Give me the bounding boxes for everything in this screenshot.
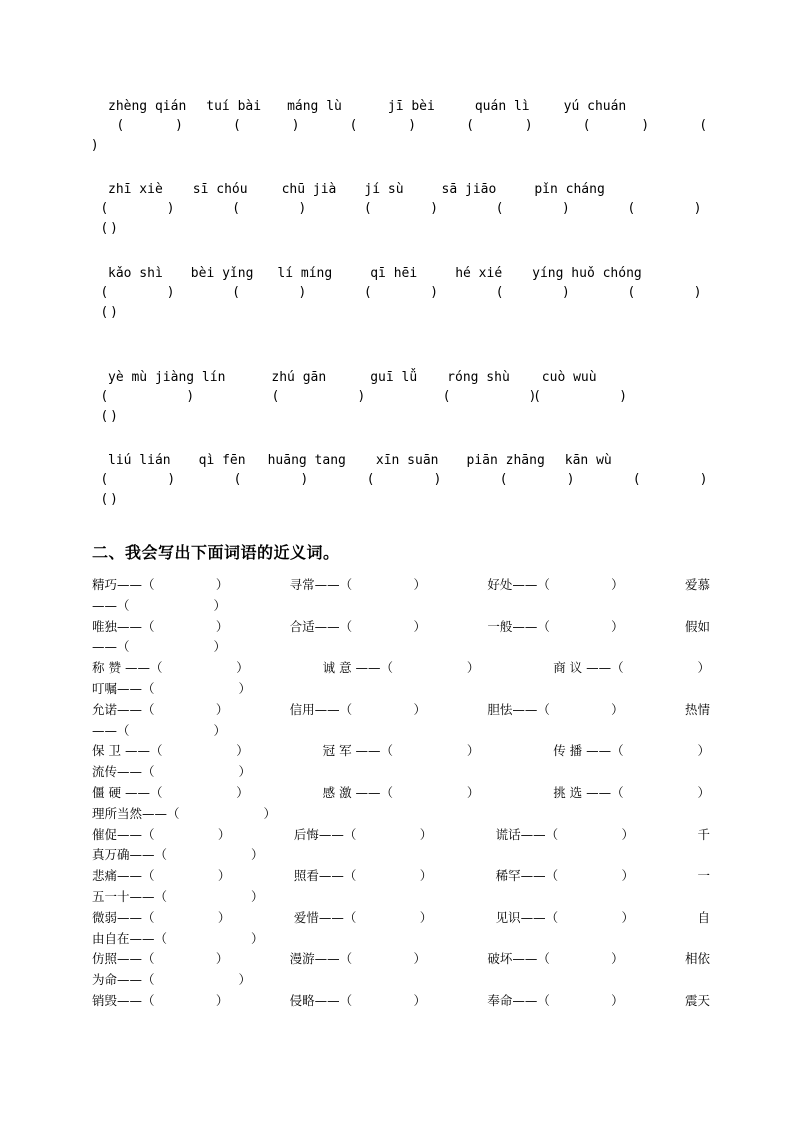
synonym-answer-blank[interactable]: ） <box>611 577 624 592</box>
synonym-answer-blank[interactable]: ） <box>611 992 624 1008</box>
synonym-prompt: ——（ <box>92 722 130 738</box>
synonym-prompt: 谎话——（ <box>495 826 559 842</box>
synonym-prompt: 漫游——（ <box>289 951 353 967</box>
synonym-answer-blank[interactable]: ） <box>215 577 229 592</box>
pinyin-group-4 <box>92 369 710 427</box>
synonym-answer-blank[interactable]: ） <box>213 639 227 655</box>
answer-parens-tail[interactable]: ( ) <box>102 221 117 236</box>
synonym-prompt: 一般——（ <box>487 618 550 634</box>
synonym-prompt: 奉命——（ <box>487 992 550 1008</box>
synonym-answer-blank[interactable]: ） <box>215 701 229 717</box>
pinyin-word: máng lù <box>287 99 342 114</box>
synonym-prompt: 仿照——（ <box>92 951 155 967</box>
synonym-line <box>92 596 710 617</box>
synonym-answer-blank[interactable]: ） <box>621 826 635 842</box>
pinyin-word: huāng tang <box>267 453 346 468</box>
synonym-answer-blank[interactable]: ） <box>236 784 249 800</box>
synonym-line <box>92 929 710 950</box>
pinyin-row <box>92 452 710 470</box>
synonym-answer-blank[interactable]: ） <box>413 618 426 634</box>
pinyin-word: róng shù <box>447 370 510 385</box>
synonym-prompt: 照看——（ <box>293 868 357 884</box>
pinyin-word: qī hēi <box>370 266 418 281</box>
synonym-prompt: 真万确——（ <box>92 847 168 863</box>
synonym-prompt: 爱惜——（ <box>293 909 357 925</box>
pinyin-row <box>92 369 710 387</box>
synonym-prompt: 侵略——（ <box>289 992 353 1008</box>
pinyin-row <box>92 181 710 199</box>
synonym-prompt: 由自在——（ <box>92 930 168 946</box>
synonym-answer-blank[interactable]: ） <box>611 701 624 717</box>
synonym-line <box>92 700 710 721</box>
synonym-prompt: 冠 军 ——（ <box>322 743 394 759</box>
synonym-line <box>92 658 710 679</box>
pinyin-word: yíng huǒ chóng <box>532 266 642 281</box>
synonym-prompt: 感 激 ——（ <box>322 784 394 800</box>
synonym-list <box>92 575 710 1012</box>
synonym-line <box>92 762 710 783</box>
synonym-line <box>92 991 710 1012</box>
pinyin-word: cuò wuù <box>541 370 597 385</box>
synonym-answer-blank[interactable]: ） <box>238 972 252 988</box>
synonym-prompt: 五一十——（ <box>92 888 168 904</box>
answer-parens-tail[interactable]: ( ) <box>102 305 117 320</box>
synonym-prompt: 流传——（ <box>92 764 155 780</box>
synonym-prompt: 僵 硬 ——（ <box>92 784 163 800</box>
pinyin-word: sī chóu <box>192 182 248 197</box>
synonym-answer-blank[interactable]: ） <box>251 888 264 904</box>
pinyin-word: jí sù <box>364 182 404 197</box>
pinyin-word: bèi yǐng <box>190 266 254 281</box>
synonym-line <box>92 617 710 638</box>
synonym-answer-blank[interactable]: ） <box>213 597 227 613</box>
pinyin-word: hé xié <box>455 266 503 281</box>
synonym-prompt: 破坏——（ <box>487 951 550 967</box>
synonym-prompt: 保 卫 ——（ <box>92 743 163 759</box>
synonym-answer-blank[interactable]: ） <box>697 743 710 759</box>
synonym-prompt: 精巧——（ <box>92 577 155 592</box>
synonym-prompt: 稀罕——（ <box>495 868 559 884</box>
synonym-line <box>92 804 710 825</box>
answer-parens-row[interactable]: ( ) ( ) ( ) ( ) ( ) ( <box>118 118 706 133</box>
pinyin-word: zhī xiè <box>108 182 163 197</box>
synonym-prompt: 一 <box>697 868 710 884</box>
pinyin-word: kǎo shì <box>108 266 163 281</box>
synonym-answer-blank[interactable]: ） <box>621 909 635 925</box>
synonym-line <box>92 637 710 658</box>
answer-parens-row[interactable]: ( ) ( ) ( ) ( ) ( ) <box>102 201 700 216</box>
synonym-line <box>92 679 710 700</box>
synonym-answer-blank[interactable]: ） <box>466 784 480 800</box>
synonym-answer-blank[interactable]: ） <box>215 992 229 1008</box>
synonym-prompt: 千 <box>697 826 710 842</box>
pinyin-word: liú lián <box>108 453 171 468</box>
pinyin-group-2 <box>92 181 710 239</box>
synonym-line <box>92 866 710 887</box>
synonym-prompt: ——（ <box>92 597 130 613</box>
synonym-prompt: 热情 <box>684 701 710 717</box>
synonym-prompt: 理所当然——（ <box>92 805 180 821</box>
answer-parens-row[interactable]: ( ) ( ) ( ) ( ) ( ) <box>102 285 700 300</box>
synonym-answer-blank[interactable]: ） <box>215 618 229 634</box>
synonym-line <box>92 741 710 762</box>
synonym-prompt: ——（ <box>92 639 130 655</box>
synonym-prompt: 后悔——（ <box>293 826 357 842</box>
synonym-line <box>92 887 710 908</box>
synonym-line <box>92 908 710 929</box>
synonym-answer-blank[interactable]: ） <box>213 722 227 738</box>
pinyin-word: zhú gān <box>271 370 327 385</box>
synonym-line <box>92 949 710 970</box>
synonym-answer-blank[interactable]: ） <box>215 951 229 967</box>
synonym-prompt: 信用——（ <box>289 701 353 717</box>
synonym-answer-blank[interactable]: ） <box>238 764 252 780</box>
synonym-prompt: 允诺——（ <box>92 701 155 717</box>
synonym-prompt: 为命——（ <box>92 972 155 988</box>
synonym-answer-blank[interactable]: ） <box>238 680 252 696</box>
synonym-prompt: 爱慕 <box>684 577 710 592</box>
synonym-prompt: 催促——（ <box>92 826 155 842</box>
synonym-answer-blank[interactable]: ） <box>263 805 277 821</box>
answer-parens-row[interactable]: ( ) ( ) ( )( ) <box>102 389 626 404</box>
pinyin-word: xīn suān <box>375 453 439 468</box>
synonym-prompt: 唯独——（ <box>92 618 155 634</box>
synonym-answer-blank[interactable]: ） <box>413 701 426 717</box>
synonym-prompt: 假如 <box>684 618 710 634</box>
synonym-line <box>92 825 710 846</box>
synonym-prompt: 寻常——（ <box>289 577 353 592</box>
synonym-answer-blank[interactable]: ） <box>419 868 433 884</box>
synonym-prompt: 微弱——（ <box>92 909 155 925</box>
synonym-answer-blank[interactable]: ） <box>413 577 426 592</box>
synonym-answer-blank[interactable]: ） <box>236 743 249 759</box>
answer-parens-tail[interactable]: ( ) <box>102 409 117 424</box>
pinyin-word: yú chuán <box>563 99 627 114</box>
synonym-answer-blank[interactable]: ） <box>236 660 249 676</box>
synonym-answer-blank[interactable]: ） <box>217 909 231 925</box>
synonym-answer-blank[interactable]: ） <box>611 618 624 634</box>
synonym-answer-blank[interactable]: ） <box>251 930 264 946</box>
synonym-answer-blank[interactable]: ） <box>611 951 624 967</box>
synonym-prompt: 好处——（ <box>487 577 550 592</box>
synonym-prompt: 自 <box>697 909 710 925</box>
pinyin-group-3 <box>92 265 710 323</box>
pinyin-word: piān zhāng <box>466 453 545 468</box>
synonym-line <box>92 783 710 804</box>
pinyin-word: sā jiāo <box>441 182 497 197</box>
synonym-prompt: 传 播 ——（ <box>553 743 624 759</box>
pinyin-word: chū jià <box>281 182 337 197</box>
synonym-line <box>92 721 710 742</box>
pinyin-word: pǐn cháng <box>534 182 605 197</box>
pinyin-word: quán lì <box>474 99 530 114</box>
pinyin-group-5 <box>92 452 710 510</box>
synonym-prompt: 商 议 ——（ <box>553 660 624 676</box>
synonym-answer-blank[interactable]: ） <box>621 868 635 884</box>
synonym-prompt: 称 赞 ——（ <box>92 660 163 676</box>
pinyin-group-1 <box>92 98 710 156</box>
pinyin-word: lí míng <box>277 266 333 281</box>
synonym-prompt: 诚 意 ——（ <box>322 660 394 676</box>
synonym-prompt: 见识——（ <box>495 909 559 925</box>
pinyin-word: qì fēn <box>198 453 246 468</box>
synonym-answer-blank[interactable]: ） <box>217 826 231 842</box>
answer-parens-row[interactable]: ( ) ( ) ( ) ( ) ( ) <box>102 472 706 487</box>
pinyin-word: kān wù <box>564 453 612 468</box>
synonym-prompt: 挑 选 ——（ <box>553 784 624 800</box>
synonym-answer-blank[interactable]: ） <box>466 743 480 759</box>
synonym-prompt: 胆怯——（ <box>487 701 550 717</box>
synonym-answer-blank[interactable]: ） <box>697 660 710 676</box>
synonym-line <box>92 845 710 866</box>
synonym-prompt: 销毁——（ <box>92 992 155 1008</box>
answer-parens-tail[interactable]: ) <box>92 138 98 153</box>
synonym-prompt: 叮嘱——（ <box>92 680 155 696</box>
synonym-answer-blank[interactable]: ） <box>466 660 480 676</box>
pinyin-row <box>92 98 710 116</box>
synonym-answer-blank[interactable]: ） <box>697 784 710 800</box>
synonym-line <box>92 970 710 991</box>
synonym-prompt: 悲痛——（ <box>92 868 155 884</box>
pinyin-word: guī lǚ <box>370 370 418 385</box>
synonym-prompt: 合适——（ <box>289 618 353 634</box>
synonym-prompt: 震天 <box>684 992 710 1008</box>
synonym-answer-blank[interactable]: ） <box>413 992 426 1008</box>
section-title: 二、我会写出下面词语的近义词。 <box>92 543 340 562</box>
pinyin-word: yè mù jiàng lín <box>108 370 226 385</box>
synonym-prompt: 相依 <box>684 951 710 967</box>
pinyin-word: tuí bài <box>206 99 262 114</box>
synonym-answer-blank[interactable]: ） <box>413 951 426 967</box>
answer-parens-tail[interactable]: ( ) <box>102 492 117 507</box>
synonym-line <box>92 575 710 596</box>
synonym-answer-blank[interactable]: ） <box>419 826 433 842</box>
synonym-answer-blank[interactable]: ） <box>419 909 433 925</box>
pinyin-word: zhèng qián <box>108 99 187 114</box>
pinyin-row <box>92 265 710 283</box>
synonym-answer-blank[interactable]: ） <box>251 847 264 863</box>
pinyin-word: jī bèi <box>387 99 435 114</box>
synonym-answer-blank[interactable]: ） <box>217 868 231 884</box>
